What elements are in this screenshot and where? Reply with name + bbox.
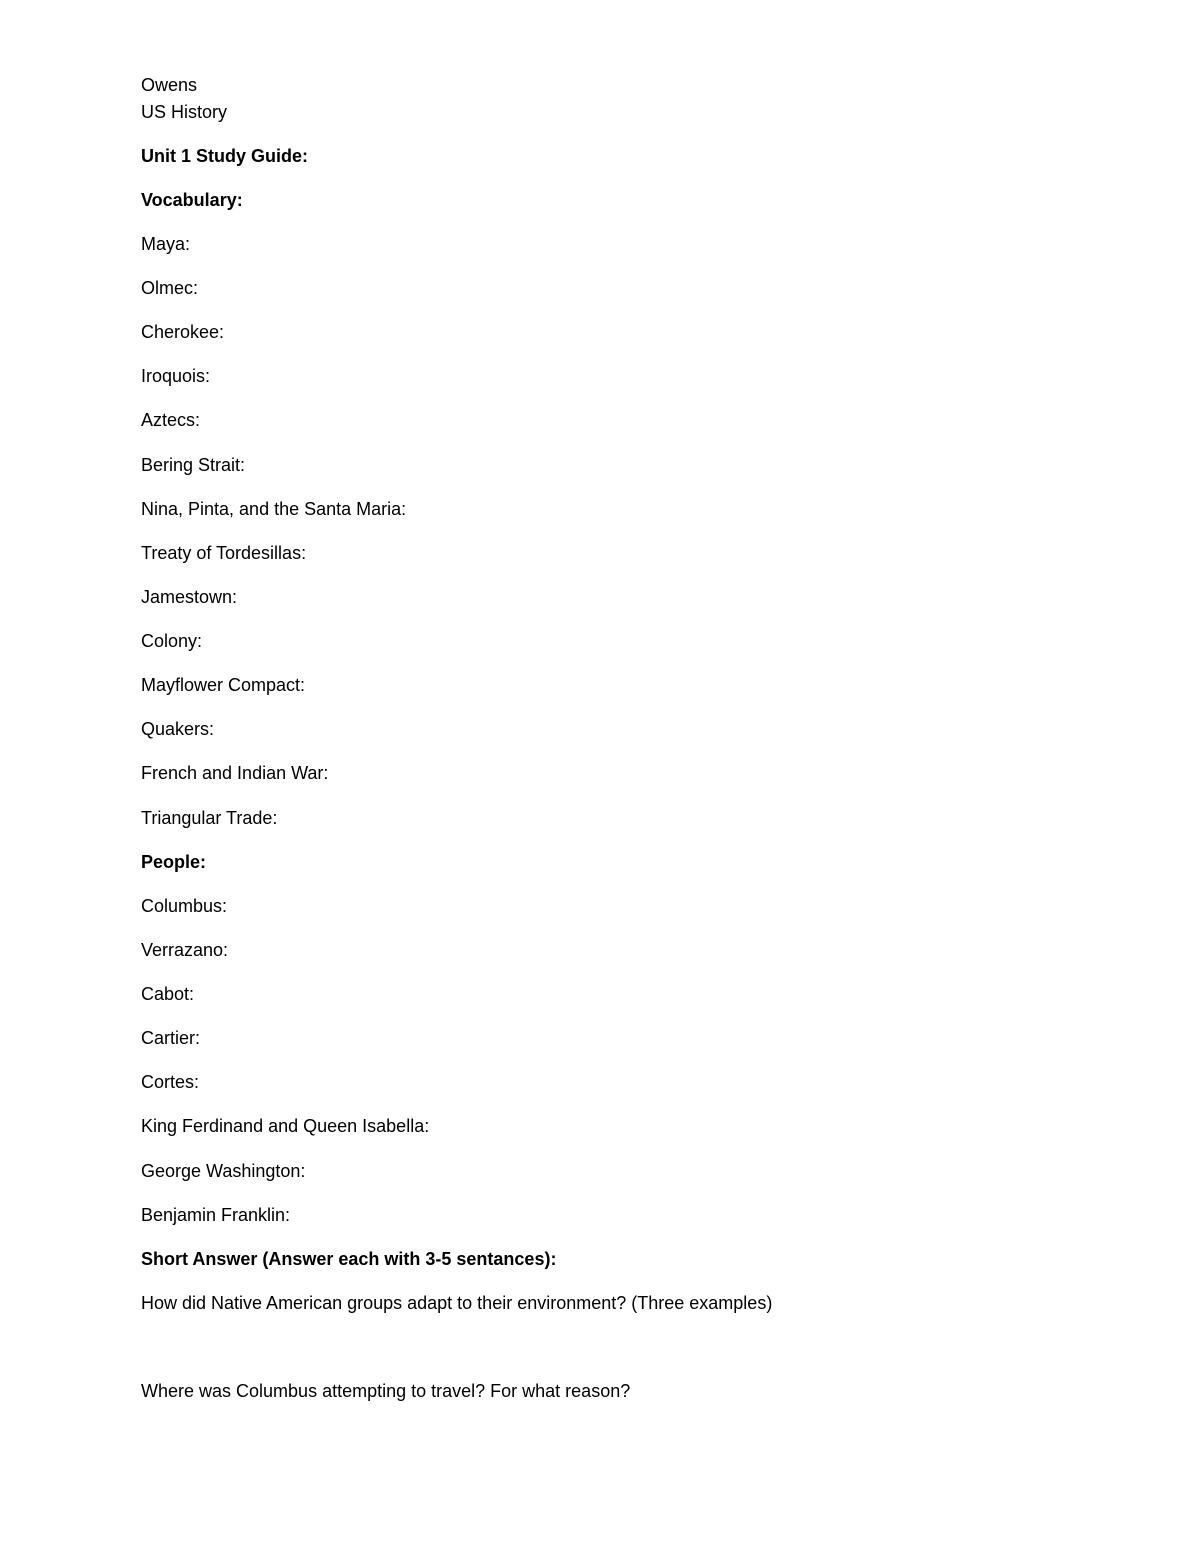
vocabulary-term: Maya: [141,234,191,254]
course-name: US History [141,102,228,122]
people-heading: People: [141,852,207,872]
vocabulary-term: French and Indian War: [141,763,329,783]
person-entry: Cartier: [141,1028,201,1048]
vocabulary-term: Treaty of Tordesillas: [141,543,307,563]
person-entry: George Washington: [141,1161,306,1181]
short-answer-heading: Short Answer (Answer each with 3-5 sentances): [141,1249,557,1269]
document-title: Unit 1 Study Guide: [141,146,309,166]
person-entry: Verrazano: [141,940,229,960]
person-entry: King Ferdinand and Queen Isabella: [141,1116,430,1136]
short-answer-question: Where was Columbus attempting to travel? For what reason? [141,1381,631,1401]
person-entry: Cabot: [141,984,195,1004]
vocabulary-term: Cherokee: [141,322,225,342]
vocabulary-term: Quakers: [141,719,215,739]
vocabulary-heading: Vocabulary: [141,190,243,210]
short-answer-question: How did Native American groups adapt to their environment? (Three examples) [141,1293,773,1313]
vocabulary-term: Jamestown: [141,587,238,607]
vocabulary-term: Olmec: [141,278,199,298]
vocabulary-term: Bering Strait: [141,455,246,475]
vocabulary-term: Nina, Pinta, and the Santa Maria: [141,499,407,519]
vocabulary-term: Aztecs: [141,410,201,430]
person-entry: Benjamin Franklin: [141,1205,291,1225]
author-name: Owens [141,75,198,95]
vocabulary-term: Colony: [141,631,203,651]
vocabulary-term: Iroquois: [141,366,211,386]
person-entry: Cortes: [141,1072,200,1092]
vocabulary-term: Triangular Trade: [141,808,278,828]
vocabulary-term: Mayflower Compact: [141,675,306,695]
person-entry: Columbus: [141,896,228,916]
